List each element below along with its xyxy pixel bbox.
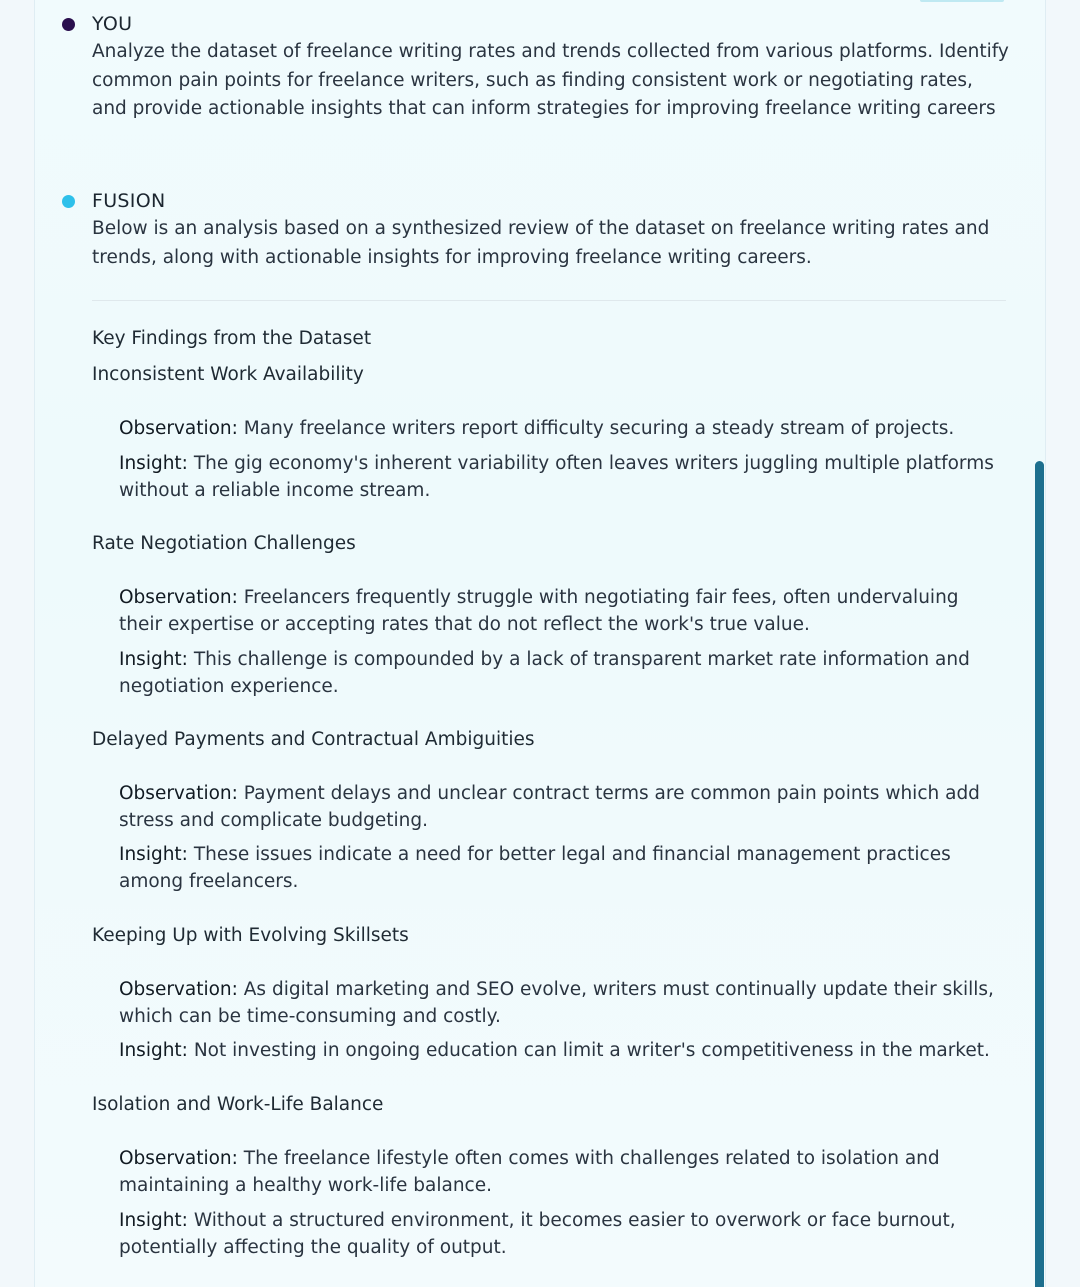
insight-text: Without a structured environment, it becomes easier to overwork or face burnout, potentially affecting the quality of output.	[119, 1210, 956, 1258]
finding-title: Keeping Up with Evolving Skillsets	[92, 925, 409, 946]
user-speaker-label: YOU	[92, 13, 133, 35]
finding-observation	[119, 977, 999, 1030]
section-divider	[92, 300, 1006, 301]
insight-text: The gig economy's inherent variability often leaves writers juggling multiple platforms without a reliable income stream.	[119, 453, 994, 501]
finding-title: Delayed Payments and Contractual Ambiguities	[92, 729, 535, 750]
scrollbar-thumb[interactable]	[1035, 461, 1044, 1287]
observation-text: Many freelance writers report difficulty securing a steady stream of projects.	[243, 418, 955, 439]
finding-observation	[119, 416, 999, 443]
insight-text: Not investing in ongoing education can limit a writer's competitiveness in the market.	[193, 1040, 990, 1061]
observation-text: As digital marketing and SEO evolve, writers must continually update their skills, which can be time-consuming and costly.	[119, 979, 994, 1027]
finding-title: Isolation and Work-Life Balance	[92, 1094, 384, 1115]
finding-title: Rate Negotiation Challenges	[92, 533, 356, 554]
finding-observation	[119, 585, 999, 638]
insight-label: Insight:	[119, 453, 188, 474]
observation-text: The freelance lifestyle often comes with challenges related to isolation and maintaining a healthy work-life balance.	[119, 1148, 940, 1196]
finding-insight	[119, 1208, 999, 1261]
observation-label: Observation:	[119, 418, 238, 439]
assistant-avatar-dot-icon	[62, 195, 75, 208]
insight-label: Insight:	[119, 844, 188, 865]
insight-label: Insight:	[119, 1040, 188, 1061]
finding-observation	[119, 1146, 999, 1199]
observation-label: Observation:	[119, 783, 238, 804]
observation-text: Freelancers frequently struggle with negotiating fair fees, often undervaluing their expertise or accepting rates that do not reflect the work's true value.	[119, 587, 959, 635]
finding-insight	[119, 842, 999, 895]
section-title: Key Findings from the Dataset	[92, 328, 372, 349]
finding-insight	[119, 1038, 999, 1065]
observation-label: Observation:	[119, 1148, 238, 1169]
top-accent-bar	[920, 0, 1004, 2]
finding-insight	[119, 647, 999, 700]
finding-title: Inconsistent Work Availability	[92, 364, 364, 385]
finding-insight	[119, 451, 999, 504]
finding-observation	[119, 781, 999, 834]
insight-label: Insight:	[119, 649, 188, 670]
user-avatar-dot-icon	[62, 18, 75, 31]
observation-text: Payment delays and unclear contract terms are common pain points which add stress and complicate budgeting.	[119, 783, 980, 831]
assistant-intro-text: Below is an analysis based on a synthesized review of the dataset on freelance writing rates and trends, along with actionable insights for improving freelance writing careers.	[92, 218, 990, 268]
assistant-speaker-label: FUSION	[92, 190, 166, 212]
insight-text: This challenge is compounded by a lack of transparent market rate information and negotiation experience.	[119, 649, 970, 697]
insight-text: These issues indicate a need for better legal and financial management practices among freelancers.	[119, 844, 951, 892]
observation-label: Observation:	[119, 587, 238, 608]
user-message-text: Analyze the dataset of freelance writing rates and trends collected from various platforms. Identify common pain points for freelance writers, such as finding consistent work or negotiating rates, and provide actionable insights that can inform strategies for improving freelance writing careers	[92, 41, 1009, 119]
observation-label: Observation:	[119, 979, 238, 1000]
insight-label: Insight:	[119, 1210, 188, 1231]
